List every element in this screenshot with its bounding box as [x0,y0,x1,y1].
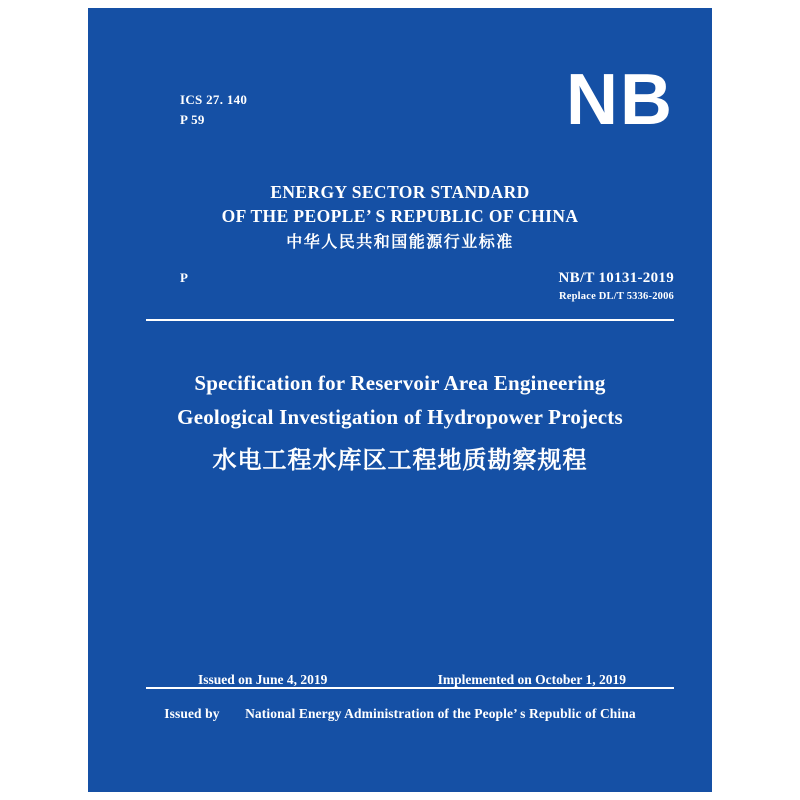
issuer-name: National Energy Administration of the People’ s Republic of China [245,706,636,721]
replaced-standard: Replace DL/T 5336-2006 [558,291,674,302]
divider-top [146,319,674,321]
standard-code-row [88,270,712,314]
dates-row [146,672,674,688]
header-line-1: ENERGY SECTOR STANDARD [270,182,530,202]
standard-header [88,180,712,258]
header-line-2: OF THE PEOPLE’ S REPUBLIC OF CHINA [221,206,579,226]
standard-cover [88,8,712,792]
issuer-row [88,706,712,722]
title-chinese: 水电工程水库区工程地质勘察规程 [212,448,588,474]
standard-number: NB/T 10131-2019 [558,270,674,286]
classification-letter: P [180,270,188,285]
ics-block [180,90,247,130]
title-english-line-1: Specification for Reservoir Area Engineering [194,371,606,395]
ics-classification-code: P 59 [180,112,205,127]
title-english-line-2: Geological Investigation of Hydropower Projects [177,405,623,429]
implementation-date: Implemented on October 1, 2019 [437,672,626,687]
standard-code-group [559,268,674,306]
issued-by-label: Issued by [164,706,220,721]
issue-date: Issued on June 4, 2019 [198,672,328,687]
title-block [88,366,712,484]
header-line-chinese: 中华人民共和国能源行业标准 [286,234,514,251]
ics-number: ICS 27. 140 [180,92,248,107]
nb-logo: NB [566,60,674,140]
